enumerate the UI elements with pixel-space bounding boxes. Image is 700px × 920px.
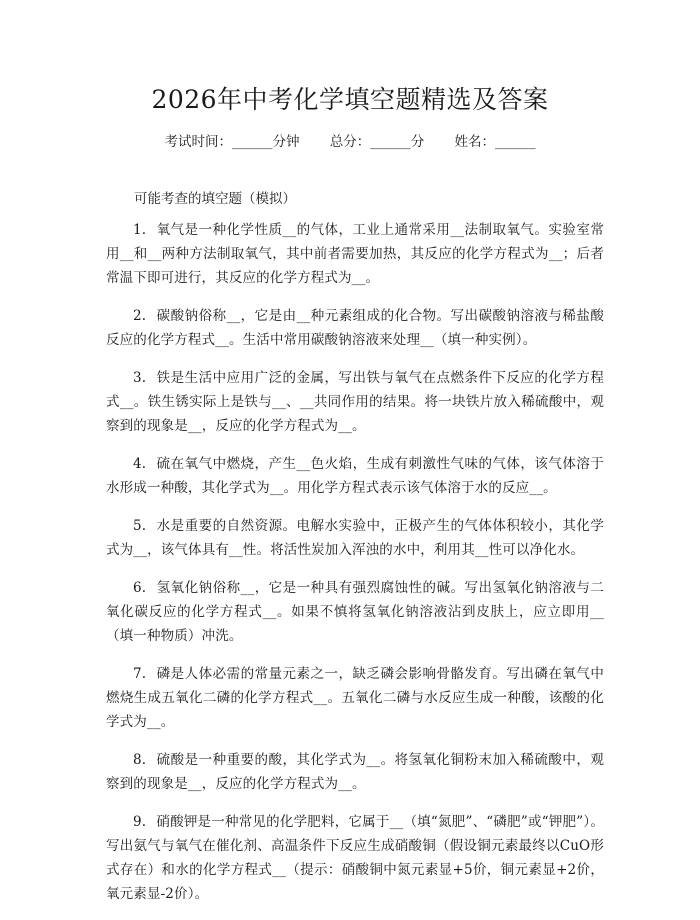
question-item	[106, 218, 604, 290]
question-number: 8.	[133, 752, 147, 768]
question-item	[106, 810, 604, 906]
question-list	[106, 218, 604, 920]
question-item	[106, 304, 604, 352]
question-text: 硫在氧气中燃烧，产生__色火焰，生成有刺激性气味的气体，该气体溶于水形成一种酸，其化学式为__。用化学方程式表示该气体溶于水的反应__。	[106, 456, 604, 496]
question-number: 7.	[133, 666, 147, 682]
question-number: 6.	[133, 580, 147, 596]
exam-time-field: 考试时间：______分钟	[164, 134, 300, 150]
question-number: 1.	[133, 222, 147, 238]
question-item	[106, 514, 604, 562]
question-number: 3.	[133, 370, 147, 386]
exam-info-line	[0, 131, 700, 153]
question-number: 5.	[133, 518, 147, 534]
question-text: 铁是生活中应用广泛的金属，写出铁与氧气在点燃条件下反应的化学方程式__。铁生锈实际上是铁与__、__共同作用的结果。将一块铁片放入稀硫酸中，观察到的现象是__，反应的化学方程式为__。	[106, 370, 604, 434]
question-text: 碳酸钠俗称__，它是由__种元素组成的化合物。写出碳酸钠溶液与稀盐酸反应的化学方程式__。生活中常用碳酸钠溶液来处理__（填一种实例）。	[106, 308, 604, 348]
question-item	[106, 748, 604, 796]
question-item	[106, 576, 604, 648]
question-number: 2.	[133, 308, 147, 324]
total-score-field: 总分：______分	[329, 134, 425, 150]
question-item	[106, 366, 604, 438]
question-text: 氧气是一种化学性质__的气体，工业上通常采用__法制取氧气。实验室常用__和__两种方法制取氧气，其中前者需要加热，其反应的化学方程式为__；后者常温下即可进行，其反应的化学方程式为__。	[106, 222, 604, 286]
question-number: 9.	[133, 814, 147, 830]
question-text: 水是重要的自然资源。电解水实验中，正极产生的气体体积较小，其化学式为__，该气体具有__性。将活性炭加入浑浊的水中，利用其__性可以净化水。	[106, 518, 604, 558]
question-item	[106, 662, 604, 734]
student-name-field: 姓名：______	[454, 134, 536, 150]
question-number: 4.	[133, 456, 147, 472]
question-text: 氢氧化钠俗称__，它是一种具有强烈腐蚀性的碱。写出氢氧化钠溶液与二氧化碳反应的化学方程式__。如果不慎将氢氧化钠溶液沾到皮肤上，应立即用__（填一种物质）冲洗。	[106, 580, 604, 644]
question-text: 磷是人体必需的常量元素之一，缺乏磷会影响骨骼发育。写出磷在氧气中燃烧生成五氧化二磷的化学方程式__。五氧化二磷与水反应生成一种酸，该酸的化学式为__。	[106, 666, 604, 730]
question-text: 硝酸钾是一种常见的化学肥料，它属于__（填“氮肥”、“磷肥”或“钾肥”）。写出氨气与氧气在催化剂、高温条件下反应生成硝酸铜（假设铜元素最终以CuO形式存在）和水的化学方程式__（提示：硝酸铜中氮元素显+5价，铜元素显+2价，氧元素显-2价）。	[106, 814, 604, 902]
question-item	[106, 452, 604, 500]
section-heading: 可能考查的填空题（模拟）	[134, 191, 296, 207]
document-title: 2026年中考化学填空题精选及答案	[151, 85, 549, 114]
question-text: 硫酸是一种重要的酸，其化学式为__。将氢氧化铜粉末加入稀硫酸中，观察到的现象是__，反应的化学方程式为__。	[106, 752, 604, 792]
